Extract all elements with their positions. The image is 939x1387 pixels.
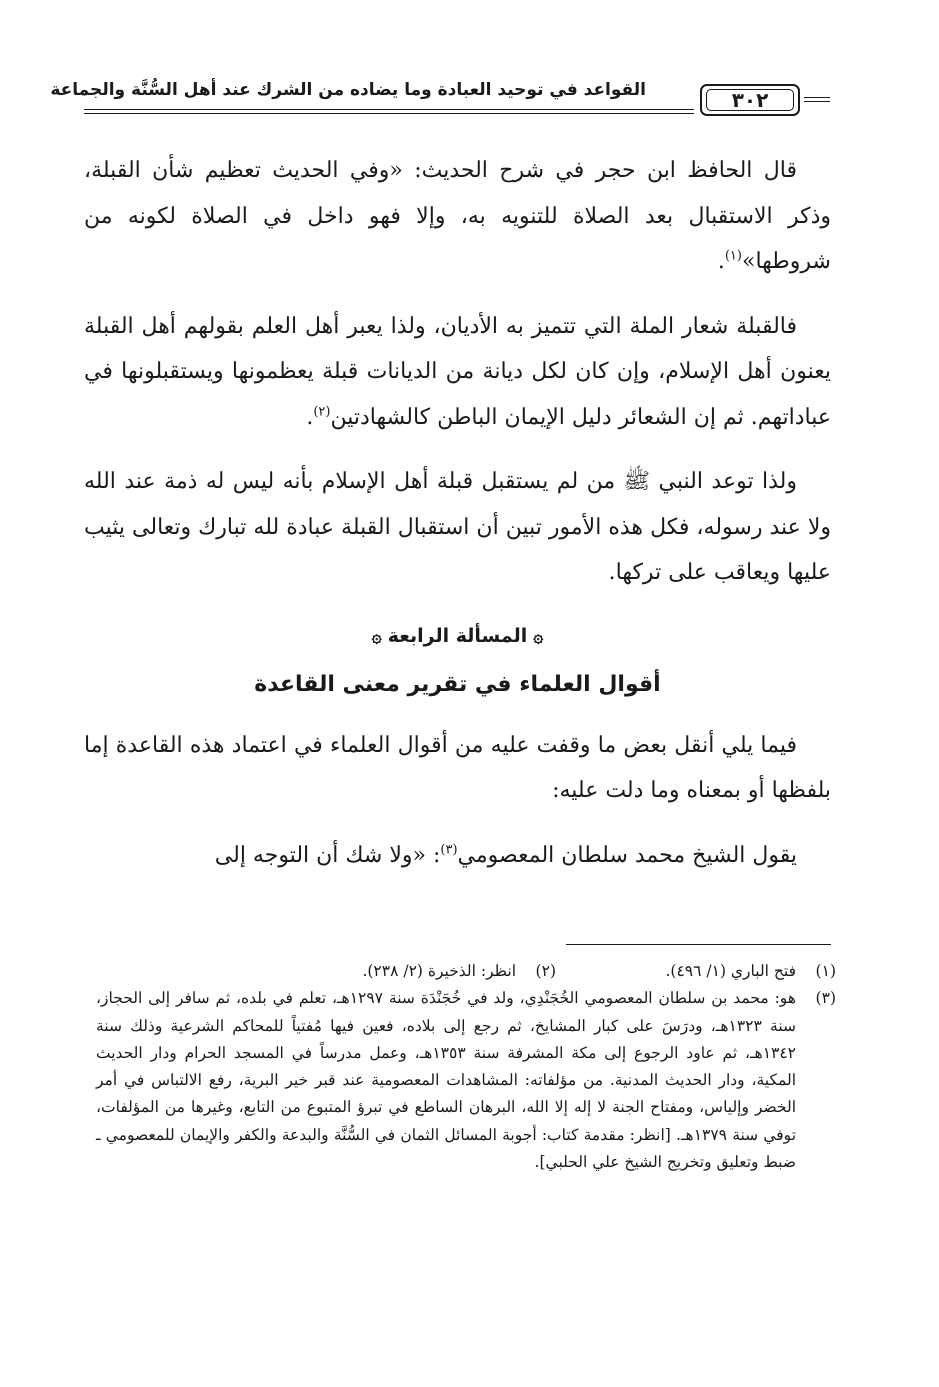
header-rule <box>804 101 830 102</box>
footnote-row <box>96 958 836 985</box>
header-rule <box>84 109 694 110</box>
paragraph-end: . <box>717 249 725 274</box>
footnote-row <box>96 985 836 1176</box>
star-ornament-icon: ۞ <box>533 626 544 647</box>
paragraph-end: : «ولا شك أن التوجه إلى <box>214 842 441 868</box>
star-ornament-icon: ۞ <box>371 626 382 647</box>
paragraph <box>84 723 831 814</box>
running-title: القواعد في توحيد العبادة وما يضاده من الشرك عند أهل السُّنَّة والجماعة <box>50 80 646 100</box>
footnote-number: (١) <box>815 962 836 980</box>
header-rule <box>804 97 830 98</box>
paragraph-text: قال الحافظ ابن حجر في شرح الحديث: «وفي الحديث تعظيم شأن القبلة، وذكر الاستقبال بعد الصلاة للتنويه به، وإلا فهو داخل في الصلاة لكونه من شروطها» <box>84 158 831 274</box>
paragraph-text: ولذا توعد النبي ﷺ من لم يستقبل قبلة أهل الإسلام بأنه ليس له ذمة عند الله ولا عند رسوله، فكل هذه الأمور تبين أن استقبال القبلة عبادة لله تبارك وتعالى يثيب عليها ويعاقب على تركها. <box>84 469 831 585</box>
footnote-text: انظر: الذخيرة (٢/ ٢٣٨). <box>362 962 516 980</box>
section-label <box>84 618 831 655</box>
paragraph-text: يقول الشيخ محمد سلطان المعصومي <box>457 842 797 868</box>
paragraph <box>84 148 831 285</box>
paragraph <box>84 459 831 596</box>
paragraph-end: . <box>306 404 314 430</box>
footnote-separator <box>566 944 831 945</box>
page-number <box>700 84 800 116</box>
footnote-ref: (٢) <box>313 404 331 420</box>
footnote-ref: (١) <box>724 248 742 264</box>
footnote-number: (٢) <box>535 962 556 980</box>
paragraph-text: فيما يلي أنقل بعض ما وقفت عليه من أقوال العلماء في اعتماد هذه القاعدة إما بلفظها أو بمعناه وما دلت عليه: <box>84 732 831 803</box>
page-number-text: ٣٠٢ <box>731 88 769 112</box>
page-header <box>50 78 830 122</box>
section-heading: أقوال العلماء في تقرير معنى القاعدة <box>254 671 661 697</box>
main-text <box>84 148 831 897</box>
footnote-number: (٣) <box>815 989 836 1008</box>
footnote-text: هو: محمد بن سلطان المعصومي الخُجَنْدِي، ولد في خُجَنْدَة سنة ١٢٩٧هـ، تعلم في بلده، ثم سافر إلى الحجاز، سنة ١٣٢٣هـ، ودرَسَ على كبار المشايخ، ثم رجع إلى بلاده، فعين فيها مُفتياً للمحاكم الشرعية وذلك سنة ١٣٤٢هـ، ثم عاود الرجوع إلى مكة المشرفة سنة ١٣٥٣هـ، وعمل مدرساً في المسجد الحرام ودار الحديث المكية، ودار الحديث المدنية. من مؤلفاته: المشاهدات المعصومية عند قبر خير البرية، رفع الالتباس في أمر الخضر وإلياس، ومفتاح الجنة لا إله إلا الله، البرهان الساطع في تبرؤ المتبوع من التابع، وغيرها من المؤلفات، توفي سنة ١٣٧٩هـ. [انظر: مقدمة كتاب: أجوبة المسائل الثمان في السُّنَّة والبدعة والكفر والإيمان للمعصومي ـ ضبط وتعليق وتخريج الشيخ علي الحلبي]. <box>96 989 797 1172</box>
paragraph-text: فالقبلة شعار الملة التي تتميز به الأديان، ولذا يعبر أهل العلم بقولهم أهل القبلة يعنون أهل الإسلام، وإن كان لكل ديانة من الديانات قبلة يعظمونها ويستقبلونها في عباداتهم. ثم إن الشعائر دليل الإيمان الباطن كالشهادتين <box>84 313 831 430</box>
footnotes <box>96 958 836 1176</box>
header-rule <box>84 113 694 114</box>
footnote-text: فتح الباري (١/ ٤٩٦). <box>665 962 796 980</box>
section-label-text: المسألة الرابعة <box>387 624 528 647</box>
paragraph <box>84 833 831 879</box>
paragraph <box>84 304 831 441</box>
footnote-ref: (٣) <box>440 842 458 858</box>
